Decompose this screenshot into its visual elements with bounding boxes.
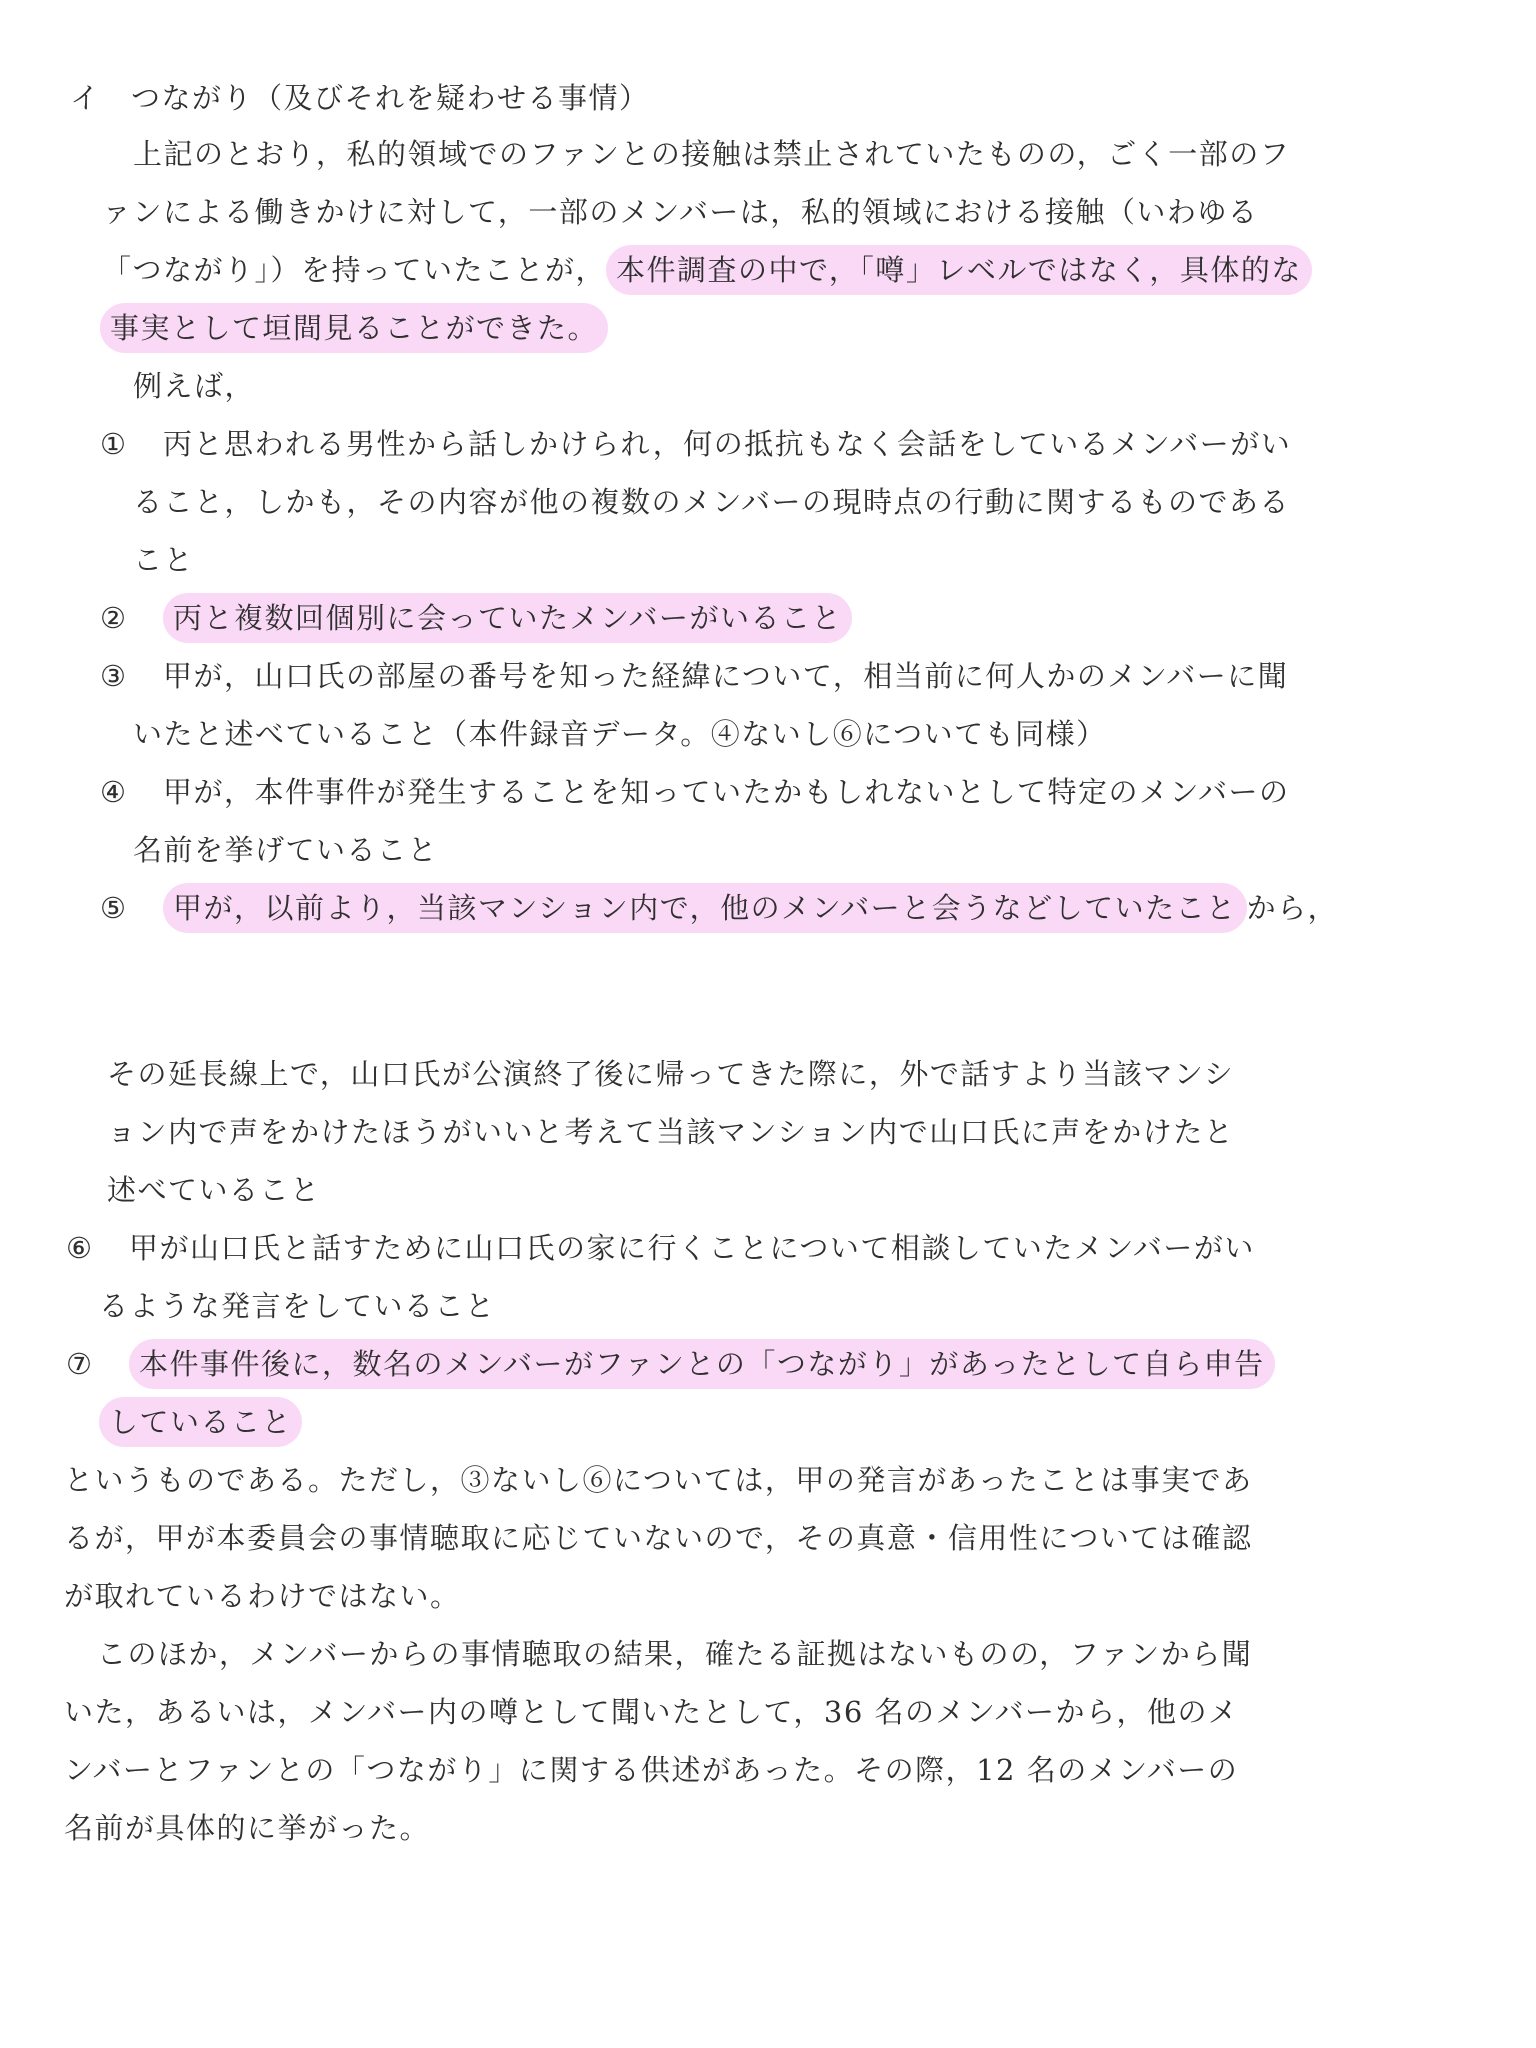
list-item-line: その延長線上で，山口氏が公演終了後に帰ってきた際に，外で話すより当該マンシ [107,1057,1235,1091]
paragraph-line: 例えば， [133,369,256,403]
text-segment: から， [1246,891,1339,925]
list-item-line: 述べていること [107,1173,321,1207]
list-item-line: 丙と思われる男性から話しかけられ，何の抵抗もなく会話をしているメンバーがい [163,427,1292,461]
paragraph-line: ンバーとファンとの「つながり」に関する供述があった。その際，12 名のメンバーの [64,1753,1239,1787]
list-item-number: ⑤ [100,891,128,925]
list-item-line: 甲が，本件事件が発生することを知っていたかもしれないとして特定のメンバーの [163,775,1290,809]
highlighted-text: 甲が，以前より，当該マンション内で，他のメンバーと会うなどしていたこと [163,883,1247,933]
list-item-number: ⑦ [66,1347,94,1381]
list-item-line: 名前を挙げていること [133,833,439,867]
paragraph-line: ァンによる働きかけに対して，一部のメンバーは，私的領域における接触（いわゆる [102,195,1259,229]
list-item-number: ③ [100,659,128,693]
section-heading: イ つながり（及びそれを疑わせる事情） [70,81,650,115]
paragraph-line: が取れているわけではない。 [64,1579,461,1613]
list-item-line: いたと述べていること（本件録音データ。④ないし⑥についても同様） [133,717,1107,751]
list-item-number: ① [100,427,128,461]
paragraph-line: るが，甲が本委員会の事情聴取に応じていないので，その真意・信用性については確認 [64,1521,1253,1555]
list-item-number: ④ [100,775,128,809]
list-item-line [99,1402,302,1442]
list-item-line [129,1344,1275,1384]
list-item-number: ⑥ [66,1231,94,1265]
highlighted-text: 本件調査の中で，「噂」レベルではなく，具体的な [606,245,1312,295]
paragraph-line [102,250,1312,290]
paragraph-line: 上記のとおり，私的領域でのファンとの接触は禁止されていたものの，ごく一部のフ [133,137,1291,171]
paragraph-line [100,308,608,348]
list-item-line [163,598,852,638]
list-item-line: 甲が，山口氏の部屋の番号を知った経緯について，相当前に何人かのメンバーに聞 [163,659,1289,693]
paragraph-line: このほか，メンバーからの事情聴取の結果，確たる証拠はないものの，ファンから聞 [97,1637,1253,1671]
list-item-line: ョン内で声をかけたほうがいいと考えて当該マンション内で山口氏に声をかけたと [107,1115,1235,1149]
highlighted-text: 事実として垣間見ることができた。 [100,303,608,353]
paragraph-line: いた，あるいは，メンバー内の噂として聞いたとして，36 名のメンバーから，他のメ [64,1695,1239,1729]
paragraph-line: というものである。ただし，③ないし⑥については，甲の発言があったことは事実であ [64,1463,1253,1497]
list-item-number: ② [100,601,128,635]
list-item-line: こと [133,543,195,577]
highlighted-text: 本件事件後に，数名のメンバーがファンとの「つながり」があったとして自ら申告 [129,1339,1275,1389]
highlighted-text: 丙と複数回個別に会っていたメンバーがいること [163,593,852,643]
list-item-line: るような発言をしていること [99,1289,496,1323]
highlighted-text: していること [99,1397,302,1447]
list-item-line [163,888,1338,928]
list-item-line: ること，しかも，その内容が他の複数のメンバーの現時点の行動に関するものである [133,485,1290,519]
paragraph-line: 名前が具体的に挙がった。 [64,1811,431,1845]
text-segment: 「つながり」）を持っていたことが， [102,253,607,287]
list-item-line: 甲が山口氏と話すために山口氏の家に行くことについて相談していたメンバーがい [129,1231,1255,1265]
